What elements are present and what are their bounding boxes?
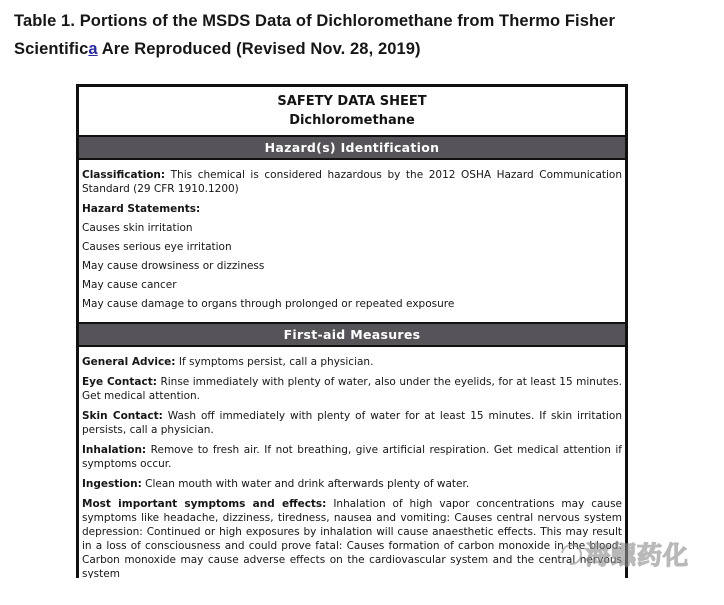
classification-label: Classification: xyxy=(82,169,166,181)
classification-paragraph xyxy=(82,168,622,196)
table-caption xyxy=(14,7,714,63)
sds-header xyxy=(79,87,625,135)
hazard-statement-2: Causes serious eye irritation xyxy=(82,241,232,253)
hazard-statements-label: Hazard Statements: xyxy=(82,203,201,215)
first-aid-entry-symptoms-effects xyxy=(82,497,622,578)
sds-title: SAFETY DATA SHEET xyxy=(277,94,427,109)
hazard-identification-cell xyxy=(79,160,625,322)
general-advice-label: General Advice: xyxy=(82,356,176,368)
footnote-link-a[interactable]: a xyxy=(88,40,98,58)
ingestion-text: Clean mouth with water and drink afterwards plenty of water. xyxy=(145,478,470,490)
classification-text: This chemical is considered hazardous by the 2012 OSHA Hazard Communication Standard (29 CFR 1910.1200) xyxy=(82,169,622,195)
hazard-statement-4: May cause cancer xyxy=(82,279,177,291)
general-advice-text: If symptoms persist, call a physician. xyxy=(178,356,374,368)
first-aid-entry-inhalation xyxy=(82,443,622,471)
first-aid-entry-skin-contact xyxy=(82,409,622,437)
caption-line-2 xyxy=(14,35,714,63)
first-aid-entry-general-advice xyxy=(82,355,622,369)
first-aid-entry-eye-contact xyxy=(82,375,622,403)
hazard-statement-1: Causes skin irritation xyxy=(82,222,193,234)
hazard-statement-5: May cause damage to organs through prolonged or repeated exposure xyxy=(82,298,455,310)
watermark-text: 海螺药化 xyxy=(585,541,690,570)
inhalation-text: Remove to fresh air. If not breathing, give artificial respiration. Get medical attention if symptoms occur. xyxy=(82,444,622,470)
section-bar-first-aid: First-aid Measures xyxy=(79,322,625,347)
symptoms-effects-label: Most important symptoms and effects: xyxy=(82,498,327,510)
skin-contact-label: Skin Contact: xyxy=(82,410,163,422)
sds-substance-name: Dichloromethane xyxy=(289,113,415,128)
symptoms-effects-text: Inhalation of high vapor concentrations may cause symptoms like headache, dizziness, tiredness, nausea and vomiting: Causes central nervous system depression: Continued or high exposures by inhalation will cause anaesthetic effects. This may result in a loss of consciousness and could prove fatal: Causes formation of carbon monoxide in the blood: Carbon monoxide may cause adverse effects on the cardiovascular system and the central nervous system xyxy=(82,498,623,578)
first-aid-entry-ingestion xyxy=(82,477,622,491)
sds-table xyxy=(76,84,628,578)
eye-contact-label: Eye Contact: xyxy=(82,376,157,388)
inhalation-label: Inhalation: xyxy=(82,444,147,456)
ingestion-label: Ingestion: xyxy=(82,478,142,490)
caption-line-2-suffix: Are Reproduced (Revised Nov. 28, 2019) xyxy=(97,40,421,58)
skin-contact-text: Wash off immediately with plenty of water for at least 15 minutes. If skin irritation persists, call a physician. xyxy=(82,410,623,436)
section-bar-hazard-identification: Hazard(s) Identification xyxy=(79,135,625,160)
first-aid-cell xyxy=(79,347,625,578)
hazard-statement-3: May cause drowsiness or dizziness xyxy=(82,260,265,272)
caption-line-1: Table 1. Portions of the MSDS Data of Dichloromethane from Thermo Fisher xyxy=(14,12,615,30)
eye-contact-text: Rinse immediately with plenty of water, also under the eyelids, for at least 15 minutes. Get medical attention. xyxy=(82,376,622,402)
caption-line-2-prefix: Scientific xyxy=(14,40,89,58)
